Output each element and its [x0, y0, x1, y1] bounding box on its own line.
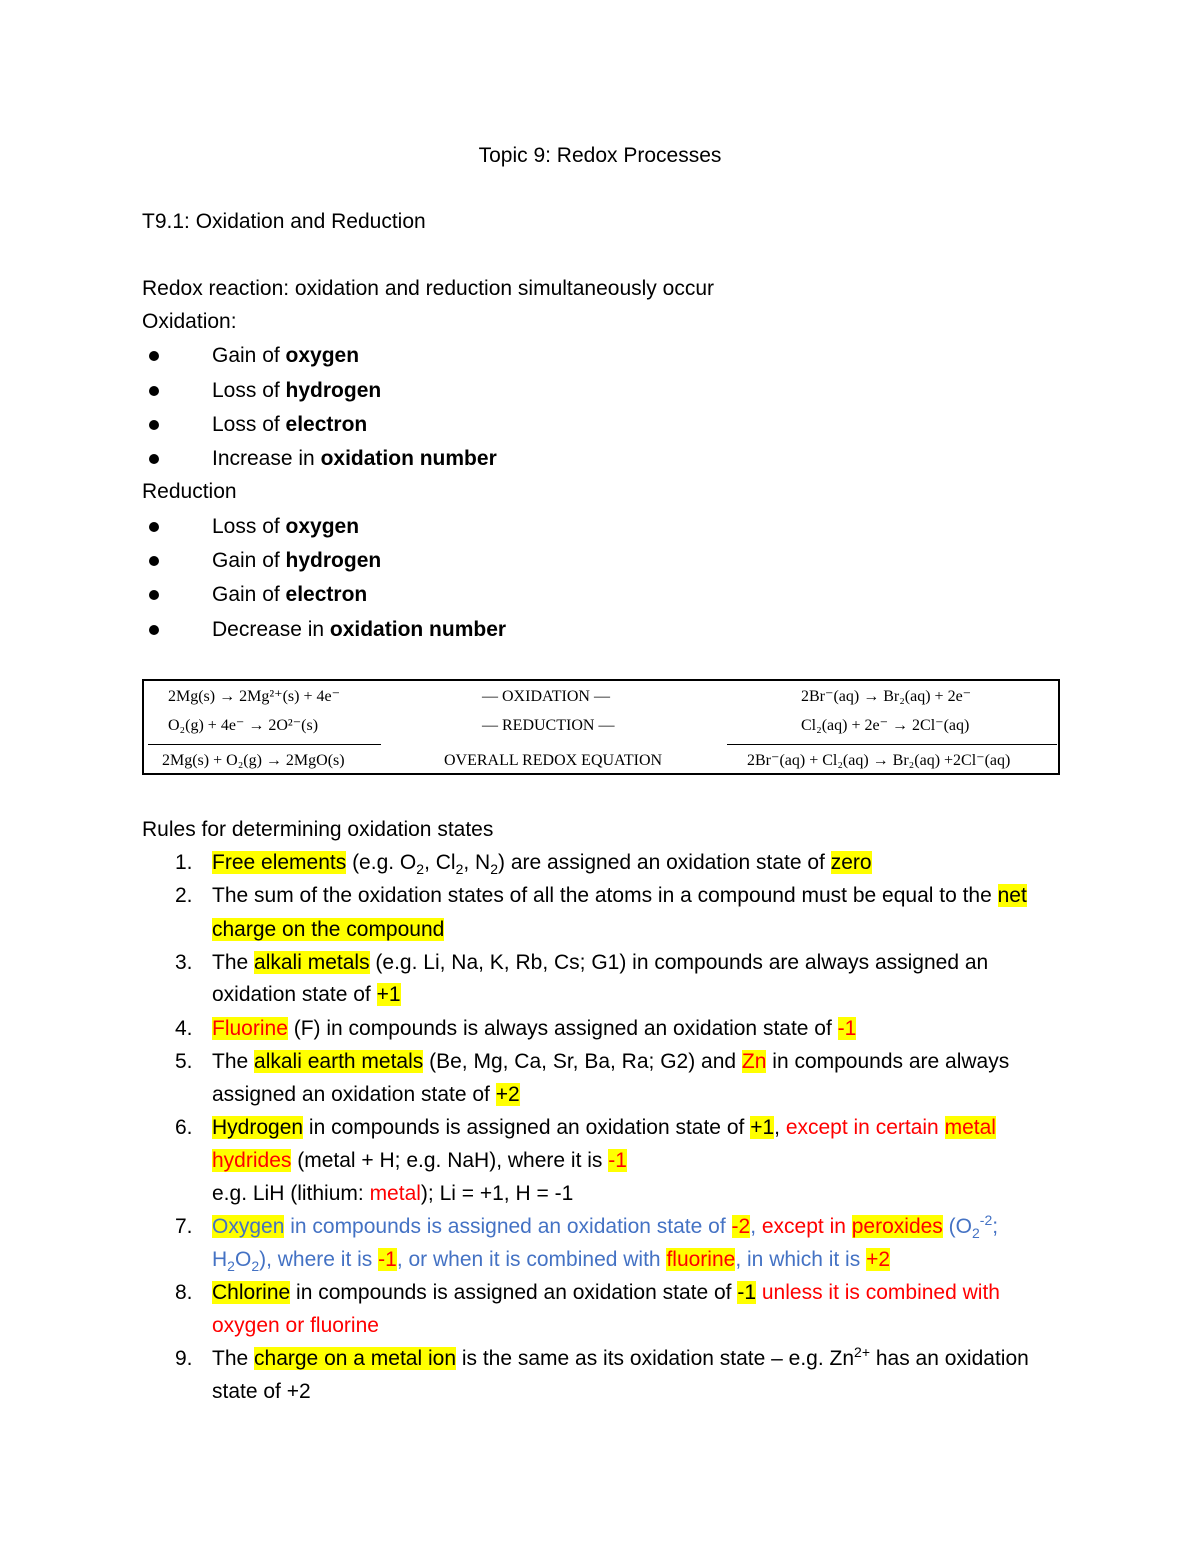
label-oxidation: — OXIDATION — [482, 688, 610, 705]
equation-br-oxidation: 2Br⁻(aq) → Br₂(aq) + 2e⁻ [801, 688, 972, 705]
rule-number: 2. [175, 884, 193, 907]
rule-8: Chlorine in compounds is assigned an oxidation state of -1 unless it is combined with [212, 1281, 1000, 1304]
rule-9-cont: state of +2 [212, 1380, 311, 1403]
rule-5: The alkali earth metals (Be, Mg, Ca, Sr, Ba, Ra; G2) and Zn in compounds are always [212, 1050, 1010, 1073]
rule-number: 3. [175, 951, 193, 974]
rule-number: 5. [175, 1050, 193, 1073]
rule-8-cont: oxygen or fluorine [212, 1314, 379, 1337]
bullet-icon [149, 386, 159, 396]
list-item: Gain of electron [212, 583, 368, 606]
divider [148, 744, 381, 745]
rule-6-example: e.g. LiH (lithium: metal); Li = +1, H = -1 [212, 1182, 574, 1205]
equation-mg-overall: 2Mg(s) + O₂(g) → 2MgO(s) [162, 752, 345, 769]
redox-equation-figure [142, 679, 1060, 775]
section-heading: T9.1: Oxidation and Reduction [142, 210, 426, 233]
rule-number: 8. [175, 1281, 193, 1304]
rule-4: Fluorine (F) in compounds is always assigned an oxidation state of -1 [212, 1017, 857, 1040]
list-item: Loss of hydrogen [212, 379, 382, 402]
equation-cl-reduction: Cl₂(aq) + 2e⁻ → 2Cl⁻(aq) [801, 717, 970, 734]
rule-3-cont: oxidation state of +1 [212, 983, 401, 1006]
reduction-heading: Reduction [142, 480, 237, 503]
rule-2-cont: charge on the compound [212, 918, 445, 941]
redox-definition: Redox reaction: oxidation and reduction simultaneously occur [142, 277, 714, 300]
rule-5-cont: assigned an oxidation state of +2 [212, 1083, 520, 1106]
divider [727, 744, 1057, 745]
list-item: Decrease in oxidation number [212, 618, 507, 641]
equation-o2-reduction: O₂(g) + 4e⁻ → 2O²⁻(s) [168, 717, 319, 734]
oxidation-heading: Oxidation: [142, 310, 237, 333]
equation-br-overall: 2Br⁻(aq) + Cl₂(aq) → Br₂(aq) +2Cl⁻(aq) [747, 752, 1011, 769]
list-item: Increase in oxidation number [212, 447, 497, 470]
rule-3: The alkali metals (e.g. Li, Na, K, Rb, Cs; G1) in compounds are always assigned an [212, 951, 989, 974]
page-title: Topic 9: Redox Processes [478, 144, 722, 167]
rule-2: The sum of the oxidation states of all the atoms in a compound must be equal to the net [212, 884, 1027, 907]
bullet-icon [149, 590, 159, 600]
rule-7: Oxygen in compounds is assigned an oxidation state of -2, except in peroxides ($O_2^{-2}$; [212, 1212, 999, 1242]
bullet-icon [149, 522, 159, 532]
bullet-icon [149, 420, 159, 430]
rule-number: 7. [175, 1215, 193, 1238]
list-item: Gain of hydrogen [212, 549, 382, 572]
rule-number: 4. [175, 1017, 193, 1040]
label-reduction: — REDUCTION — [482, 717, 615, 734]
rule-1: Free elements (e.g. $O_2$, $Cl_2$, $N_2$) are assigned an oxidation state of zero [212, 851, 872, 878]
bullet-icon [149, 351, 159, 361]
list-item: Loss of oxygen [212, 515, 360, 538]
bullet-icon [149, 556, 159, 566]
rule-number: 9. [175, 1347, 193, 1370]
label-overall: OVERALL REDOX EQUATION [444, 752, 663, 769]
rule-9: The charge on a metal ion is the same as its oxidation state – e.g. $Zn^{2+}$ has an oxidation [212, 1344, 1029, 1370]
rules-heading: Rules for determining oxidation states [142, 818, 494, 841]
bullet-icon [149, 625, 159, 635]
rule-6: Hydrogen in compounds is assigned an oxidation state of +1, except in certain metal [212, 1116, 996, 1139]
rule-number: 6. [175, 1116, 193, 1139]
rule-7-cont: $H_2O_2$), where it is -1, or when it is combined with fluorine, in which it is +2 [212, 1248, 891, 1275]
rule-number: 1. [175, 851, 193, 874]
equation-mg-oxidation: 2Mg(s) → 2Mg²⁺(s) + 4e⁻ [168, 688, 341, 705]
rule-6-cont: hydrides (metal + H; e.g. NaH), where it is -1 [212, 1149, 627, 1172]
list-item: Gain of oxygen [212, 344, 360, 367]
list-item: Loss of electron [212, 413, 368, 436]
bullet-icon [149, 454, 159, 464]
